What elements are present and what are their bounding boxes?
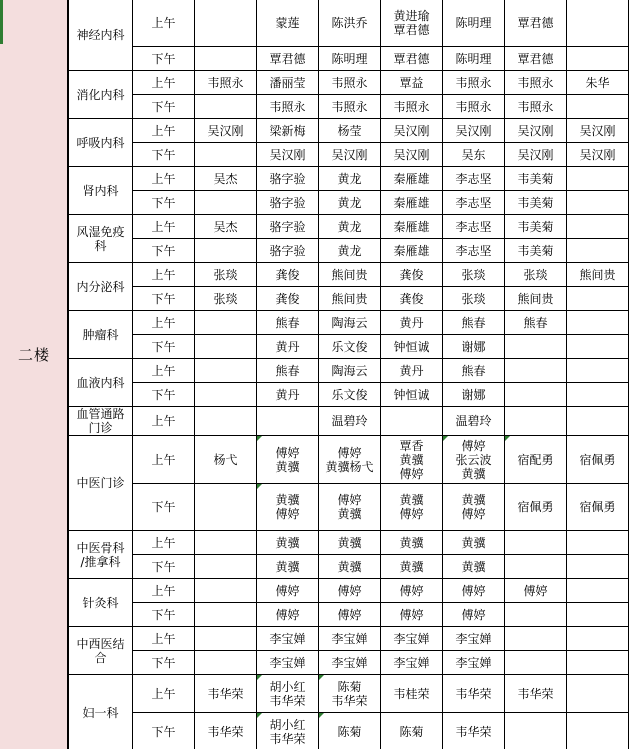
period-label[interactable]: 下午 [133, 484, 195, 531]
period-label[interactable]: 上午 [133, 579, 195, 603]
doctor-cell[interactable] [195, 47, 257, 71]
doctor-cell[interactable] [505, 713, 567, 749]
table-row [69, 555, 629, 579]
doctor-cell[interactable] [567, 335, 629, 359]
doctor-cell[interactable]: 韦美菊 [505, 239, 567, 263]
doctor-cell[interactable]: 熊春 [257, 311, 319, 335]
table-row [69, 215, 629, 239]
doctor-cell[interactable]: 傅婷 [381, 603, 443, 627]
doctor-cell[interactable]: 骆字验 [257, 191, 319, 215]
doctor-cell[interactable] [567, 407, 629, 436]
doctor-cell[interactable]: 韦美菊 [505, 167, 567, 191]
period-label[interactable]: 下午 [133, 47, 195, 71]
table-row [69, 71, 629, 95]
doctor-cell[interactable] [567, 47, 629, 71]
table-row [69, 627, 629, 651]
period-label[interactable]: 下午 [133, 239, 195, 263]
doctor-cell[interactable]: 熊春 [443, 311, 505, 335]
period-label[interactable]: 上午 [133, 359, 195, 383]
doctor-cell[interactable]: 黄龙 [319, 239, 381, 263]
floor-label: 二楼 [17, 346, 50, 364]
doctor-cell[interactable] [505, 335, 567, 359]
doctor-cell[interactable]: 陈菊 [381, 713, 443, 749]
doctor-cell[interactable]: 李宝婵 [257, 627, 319, 651]
doctor-cell[interactable] [567, 359, 629, 383]
doctor-cell[interactable]: 龚俊 [381, 287, 443, 311]
doctor-cell[interactable]: 吴汉刚 [505, 143, 567, 167]
doctor-cell[interactable]: 覃君德 [257, 47, 319, 71]
table-row [69, 191, 629, 215]
table-row [69, 713, 629, 749]
table-row [69, 287, 629, 311]
doctor-cell[interactable]: 韦照永 [505, 95, 567, 119]
doctor-cell[interactable] [505, 627, 567, 651]
table-row [69, 484, 629, 531]
doctor-cell[interactable] [567, 627, 629, 651]
table-row [69, 167, 629, 191]
doctor-cell[interactable]: 吴汉刚 [567, 119, 629, 143]
department-name[interactable]: 神经内科 [69, 0, 133, 71]
doctor-cell[interactable] [505, 555, 567, 579]
doctor-cell[interactable]: 熊间贵 [319, 263, 381, 287]
doctor-cell[interactable]: 李宝婵 [319, 627, 381, 651]
doctor-cell[interactable]: 韦照永 [443, 95, 505, 119]
period-label[interactable]: 上午 [133, 0, 195, 47]
period-label[interactable]: 下午 [133, 95, 195, 119]
department-name[interactable]: 中医门诊 [69, 436, 133, 531]
doctor-cell[interactable]: 钟恒诚 [381, 335, 443, 359]
doctor-cell[interactable]: 陈菊 [319, 713, 381, 749]
doctor-cell[interactable]: 傅婷 [505, 579, 567, 603]
doctor-cell[interactable]: 熊间贵 [567, 263, 629, 287]
doctor-cell[interactable]: 胡小红 韦华荣 [257, 675, 319, 713]
doctor-cell[interactable]: 傅婷 [443, 603, 505, 627]
doctor-cell[interactable]: 吴汉刚 [381, 143, 443, 167]
doctor-cell[interactable] [195, 143, 257, 167]
doctor-cell[interactable] [567, 555, 629, 579]
doctor-cell[interactable]: 吴汉刚 [567, 143, 629, 167]
schedule-table [68, 0, 629, 749]
period-label[interactable]: 上午 [133, 167, 195, 191]
period-label[interactable]: 下午 [133, 287, 195, 311]
doctor-cell[interactable] [567, 191, 629, 215]
table-row [69, 143, 629, 167]
department-name[interactable]: 肾内科 [69, 167, 133, 215]
doctor-cell[interactable]: 韦照永 [257, 95, 319, 119]
doctor-cell[interactable]: 傅婷 张云波 黄骥 [443, 436, 505, 484]
doctor-cell[interactable]: 陶海云 [319, 311, 381, 335]
doctor-cell[interactable]: 黄骥 傅婷 [443, 484, 505, 531]
doctor-cell[interactable] [567, 215, 629, 239]
doctor-cell[interactable]: 秦雁雄 [381, 215, 443, 239]
doctor-cell[interactable] [567, 95, 629, 119]
table-row [69, 95, 629, 119]
doctor-cell[interactable]: 黄骥 [381, 555, 443, 579]
department-name[interactable]: 中西医结 合 [69, 627, 133, 675]
doctor-cell[interactable]: 韦华荣 [195, 713, 257, 749]
doctor-cell[interactable]: 龚俊 [381, 263, 443, 287]
doctor-cell[interactable]: 乐文俊 [319, 335, 381, 359]
doctor-cell[interactable] [567, 383, 629, 407]
doctor-cell[interactable]: 李宝婵 [443, 651, 505, 675]
doctor-cell[interactable]: 覃君德 [505, 47, 567, 71]
doctor-cell[interactable]: 陈菊 韦华荣 [319, 675, 381, 713]
doctor-cell[interactable]: 谢娜 [443, 383, 505, 407]
doctor-cell[interactable]: 梁新梅 [257, 119, 319, 143]
doctor-cell[interactable]: 陈明理 [443, 0, 505, 47]
period-label[interactable]: 下午 [133, 191, 195, 215]
table-row [69, 651, 629, 675]
doctor-cell[interactable] [567, 713, 629, 749]
doctor-cell[interactable]: 陶海云 [319, 359, 381, 383]
doctor-cell[interactable]: 韦华荣 [443, 713, 505, 749]
doctor-cell[interactable]: 黄丹 [257, 335, 319, 359]
doctor-cell[interactable]: 秦雁雄 [381, 167, 443, 191]
department-name[interactable]: 肿瘤科 [69, 311, 133, 359]
doctor-cell[interactable] [505, 531, 567, 555]
table-row [69, 119, 629, 143]
schedule-body [69, 0, 629, 749]
doctor-cell[interactable]: 李宝婵 [319, 651, 381, 675]
doctor-cell[interactable]: 傅婷 [257, 603, 319, 627]
doctor-cell[interactable]: 覃君德 [505, 0, 567, 47]
table-row [69, 675, 629, 713]
department-name[interactable]: 消化内科 [69, 71, 133, 119]
doctor-cell[interactable]: 骆字验 [257, 167, 319, 191]
doctor-cell[interactable]: 黄骥 傅婷 [257, 484, 319, 531]
doctor-cell[interactable]: 傅婷 [443, 579, 505, 603]
doctor-cell[interactable]: 吴汉刚 [443, 119, 505, 143]
period-label[interactable]: 上午 [133, 119, 195, 143]
doctor-cell[interactable] [505, 603, 567, 627]
doctor-cell[interactable] [567, 579, 629, 603]
doctor-cell[interactable]: 秦雁雄 [381, 239, 443, 263]
doctor-cell[interactable]: 韦照永 [381, 95, 443, 119]
doctor-cell[interactable]: 韦华荣 [195, 675, 257, 713]
table-row [69, 335, 629, 359]
doctor-cell[interactable] [195, 0, 257, 47]
period-label[interactable]: 下午 [133, 651, 195, 675]
doctor-cell[interactable]: 黄骥 傅婷 [381, 484, 443, 531]
table-row [69, 311, 629, 335]
doctor-cell[interactable]: 黄骥 [443, 531, 505, 555]
doctor-cell[interactable]: 韦照永 [505, 71, 567, 95]
table-row [69, 531, 629, 555]
department-name[interactable]: 妇一科 [69, 675, 133, 749]
table-row [69, 383, 629, 407]
department-name[interactable]: 血液内科 [69, 359, 133, 407]
table-row [69, 0, 629, 47]
doctor-cell[interactable]: 陈洪乔 [319, 0, 381, 47]
department-name[interactable]: 内分泌科 [69, 263, 133, 311]
doctor-cell[interactable]: 李宝婵 [257, 651, 319, 675]
period-label[interactable]: 上午 [133, 407, 195, 436]
doctor-cell[interactable]: 蒙莲 [257, 0, 319, 47]
doctor-cell[interactable] [195, 239, 257, 263]
doctor-cell[interactable]: 熊春 [257, 359, 319, 383]
doctor-cell[interactable]: 傅婷 黄骥杨弋 [319, 436, 381, 484]
doctor-cell[interactable]: 吴东 [443, 143, 505, 167]
doctor-cell[interactable] [195, 311, 257, 335]
doctor-cell[interactable]: 傅婷 [257, 579, 319, 603]
doctor-cell[interactable]: 李志坚 [443, 215, 505, 239]
doctor-cell[interactable]: 宿佩勇 [505, 484, 567, 531]
doctor-cell[interactable]: 钟恒诚 [381, 383, 443, 407]
doctor-cell[interactable] [195, 651, 257, 675]
doctor-cell[interactable] [195, 579, 257, 603]
period-label[interactable]: 下午 [133, 383, 195, 407]
period-label[interactable]: 下午 [133, 603, 195, 627]
department-name[interactable]: 血管通路 门诊 [69, 407, 133, 436]
doctor-cell[interactable]: 秦雁雄 [381, 191, 443, 215]
doctor-cell[interactable] [257, 407, 319, 436]
doctor-cell[interactable]: 谢娜 [443, 335, 505, 359]
doctor-cell[interactable]: 胡小红 韦华荣 [257, 713, 319, 749]
doctor-cell[interactable]: 韦桂荣 [381, 675, 443, 713]
doctor-cell[interactable]: 韦照永 [195, 71, 257, 95]
doctor-cell[interactable]: 黄进瑜 覃君德 [381, 0, 443, 47]
period-label[interactable]: 下午 [133, 335, 195, 359]
doctor-cell[interactable] [195, 555, 257, 579]
doctor-cell[interactable]: 韦美菊 [505, 191, 567, 215]
period-label[interactable]: 上午 [133, 263, 195, 287]
doctor-cell[interactable]: 韦照永 [319, 95, 381, 119]
doctor-cell[interactable]: 张琰 [195, 263, 257, 287]
doctor-cell[interactable]: 李宝婵 [443, 627, 505, 651]
doctor-cell[interactable]: 熊间贵 [319, 287, 381, 311]
table-row [69, 47, 629, 71]
doctor-cell[interactable]: 张琰 [443, 287, 505, 311]
doctor-cell[interactable]: 黄丹 [381, 311, 443, 335]
doctor-cell[interactable]: 李志坚 [443, 239, 505, 263]
doctor-cell[interactable]: 杨莹 [319, 119, 381, 143]
doctor-cell[interactable]: 吴汉刚 [319, 143, 381, 167]
doctor-cell[interactable]: 温碧玲 [319, 407, 381, 436]
doctor-cell[interactable]: 傅婷 [381, 579, 443, 603]
period-label[interactable]: 上午 [133, 675, 195, 713]
doctor-cell[interactable]: 覃君德 [381, 47, 443, 71]
doctor-cell[interactable]: 陈明理 [443, 47, 505, 71]
period-label[interactable]: 上午 [133, 215, 195, 239]
period-label[interactable]: 上午 [133, 71, 195, 95]
doctor-cell[interactable]: 吴杰 [195, 167, 257, 191]
doctor-cell[interactable]: 黄丹 [381, 359, 443, 383]
doctor-cell[interactable]: 张琰 [443, 263, 505, 287]
doctor-cell[interactable]: 黄龙 [319, 215, 381, 239]
table-row [69, 359, 629, 383]
doctor-cell[interactable]: 骆字验 [257, 239, 319, 263]
floor-column [0, 0, 68, 749]
doctor-cell[interactable]: 李志坚 [443, 191, 505, 215]
doctor-cell[interactable]: 陈明理 [319, 47, 381, 71]
doctor-cell[interactable]: 傅婷 [319, 579, 381, 603]
doctor-cell[interactable]: 宿佩勇 [567, 484, 629, 531]
period-label[interactable]: 上午 [133, 531, 195, 555]
doctor-cell[interactable] [567, 603, 629, 627]
doctor-cell[interactable]: 吴汉刚 [381, 119, 443, 143]
table-row [69, 603, 629, 627]
doctor-cell[interactable] [195, 627, 257, 651]
doctor-cell[interactable]: 李宝婵 [381, 627, 443, 651]
table-row [69, 263, 629, 287]
doctor-cell[interactable] [195, 95, 257, 119]
doctor-cell[interactable] [567, 531, 629, 555]
doctor-cell[interactable] [195, 407, 257, 436]
table-row [69, 579, 629, 603]
doctor-cell[interactable]: 傅婷 [319, 603, 381, 627]
doctor-cell[interactable]: 潘丽莹 [257, 71, 319, 95]
doctor-cell[interactable]: 温碧玲 [443, 407, 505, 436]
doctor-cell[interactable]: 韦美菊 [505, 215, 567, 239]
doctor-cell[interactable]: 张琰 [195, 287, 257, 311]
doctor-cell[interactable]: 黄骥 [319, 555, 381, 579]
doctor-cell[interactable] [195, 191, 257, 215]
doctor-cell[interactable]: 韦照永 [443, 71, 505, 95]
table-row [69, 436, 629, 484]
doctor-cell[interactable]: 覃香 黄骥 傅婷 [381, 436, 443, 484]
doctor-cell[interactable] [381, 407, 443, 436]
doctor-cell[interactable]: 韦华荣 [505, 675, 567, 713]
period-label[interactable]: 上午 [133, 311, 195, 335]
doctor-cell[interactable]: 宿佩勇 [567, 436, 629, 484]
doctor-cell[interactable]: 韦照永 [319, 71, 381, 95]
selection-indicator [0, 0, 3, 44]
doctor-cell[interactable]: 李宝婵 [381, 651, 443, 675]
doctor-cell[interactable] [567, 675, 629, 713]
period-label[interactable]: 下午 [133, 555, 195, 579]
doctor-cell[interactable] [567, 287, 629, 311]
doctor-cell[interactable]: 龚俊 [257, 287, 319, 311]
doctor-cell[interactable]: 黄龙 [319, 167, 381, 191]
doctor-cell[interactable] [505, 651, 567, 675]
doctor-cell[interactable] [195, 531, 257, 555]
doctor-cell[interactable]: 覃益 [381, 71, 443, 95]
doctor-cell[interactable] [567, 0, 629, 47]
doctor-cell[interactable]: 李志坚 [443, 167, 505, 191]
period-label[interactable]: 上午 [133, 627, 195, 651]
doctor-cell[interactable] [195, 335, 257, 359]
doctor-cell[interactable]: 黄骥 [319, 531, 381, 555]
doctor-cell[interactable]: 吴杰 [195, 215, 257, 239]
doctor-cell[interactable]: 熊春 [505, 311, 567, 335]
doctor-cell[interactable] [195, 359, 257, 383]
doctor-cell[interactable]: 傅婷 黄骥 [257, 436, 319, 484]
department-name[interactable]: 风湿免疫 科 [69, 215, 133, 263]
doctor-cell[interactable]: 熊春 [443, 359, 505, 383]
doctor-cell[interactable]: 骆字验 [257, 215, 319, 239]
doctor-cell[interactable] [567, 651, 629, 675]
department-name[interactable]: 针灸科 [69, 579, 133, 627]
doctor-cell[interactable]: 吴汉刚 [195, 119, 257, 143]
doctor-cell[interactable]: 吴汉刚 [257, 143, 319, 167]
doctor-cell[interactable]: 宿配勇 [505, 436, 567, 484]
table-row [69, 407, 629, 436]
doctor-cell[interactable]: 傅婷 黄骥 [319, 484, 381, 531]
department-name[interactable]: 呼吸内科 [69, 119, 133, 167]
doctor-cell[interactable] [567, 239, 629, 263]
period-label[interactable]: 下午 [133, 143, 195, 167]
doctor-cell[interactable] [195, 484, 257, 531]
doctor-cell[interactable] [567, 167, 629, 191]
doctor-cell[interactable]: 吴汉刚 [505, 119, 567, 143]
table-row [69, 239, 629, 263]
doctor-cell[interactable]: 张琰 [505, 263, 567, 287]
doctor-cell[interactable]: 韦华荣 [443, 675, 505, 713]
doctor-cell[interactable]: 乐文俊 [319, 383, 381, 407]
doctor-cell[interactable]: 黄龙 [319, 191, 381, 215]
doctor-cell[interactable]: 黄骥 [257, 531, 319, 555]
doctor-cell[interactable] [505, 359, 567, 383]
doctor-cell[interactable]: 龚俊 [257, 263, 319, 287]
period-label[interactable]: 上午 [133, 436, 195, 484]
doctor-cell[interactable]: 熊间贵 [505, 287, 567, 311]
doctor-cell[interactable]: 黄骥 [443, 555, 505, 579]
doctor-cell[interactable]: 杨弋 [195, 436, 257, 484]
doctor-cell[interactable] [195, 603, 257, 627]
period-label[interactable]: 下午 [133, 713, 195, 749]
department-name[interactable]: 中医骨科 /推拿科 [69, 531, 133, 579]
doctor-cell[interactable]: 黄丹 [257, 383, 319, 407]
doctor-cell[interactable] [505, 383, 567, 407]
doctor-cell[interactable]: 黄骥 [257, 555, 319, 579]
doctor-cell[interactable]: 黄骥 [381, 531, 443, 555]
doctor-cell[interactable] [195, 383, 257, 407]
doctor-cell[interactable] [567, 311, 629, 335]
doctor-cell[interactable] [505, 407, 567, 436]
doctor-cell[interactable]: 朱华 [567, 71, 629, 95]
